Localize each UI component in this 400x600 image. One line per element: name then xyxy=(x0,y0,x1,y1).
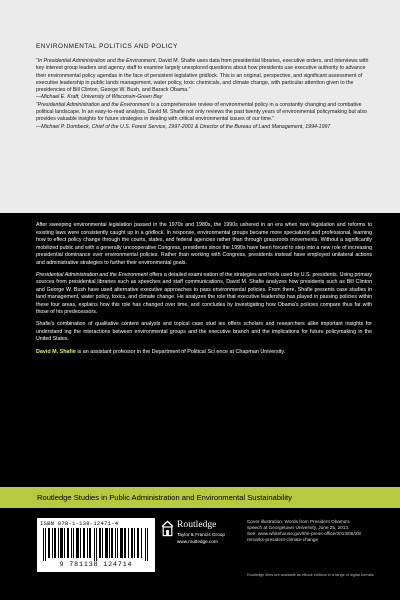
description-paragraph: After sweeping environmental legislation passed in the 1970s and 1980s, the 1990s ushered in an era when new legislation and reforms to existing laws were consistently caught up in a gridlock. In response, environmental groups became more specialized and professional, learning how to effect policy change through the courts, states, and federal agencies rather than through grassroots movements. Without a significantly mobilized public and with a generally uncooperative Congress, presidents since the 1990s have been forced to step into a new role of increasing presidential dominance over environmental policies. Rather than working with Congress, presidents instead have employed unilateral actions and administrative strategies to further their environmental goals. xyxy=(36,222,372,266)
description-paragraph: Shafie's combination of qualitative content analysis and topical case stud ies offers scholars and researchers alike important insights for understand ing the interactions between environmental groups and the executive branch and the implications for future policymaking in the United States. xyxy=(36,321,372,343)
endorsement-quote: “Presidential Administration and the Environment is a comprehensive review of environmental policy in a constantly changing and combative political landscape. In an easy-to-read analysis, David M. Shafie not only reviews the past twenty years of environmental policymaking but also provides valuable insights for future strategies in dealing with critical environmental issues of our time.” xyxy=(36,101,367,123)
endorsement-attribution: —Michael E. Kraft, University of Wisconsin-Green Bay xyxy=(36,94,163,101)
ebook-availability-note: Routledge titles are available as eBook editions in a range of digital formats xyxy=(247,573,374,577)
cover-illustration-credit: Cover illustration: Words from President Obama's speech at Georgetown University, June 25, 2013. See: www.whitehouse.gov/the-press-office/2013/06/25/ remarks-president-climate-change xyxy=(247,519,362,543)
subject-category-label: ENVIRONMENTAL POLITICS AND POLICY xyxy=(36,43,178,50)
endorsement-panel xyxy=(0,0,400,213)
series-title: Routledge Studies in Public Administration and Environmental Sustainability xyxy=(37,492,292,502)
description-paragraph: Presidential Administration and the Environment offers a detailed exami nation of the strategies and tools used by U.S. presidents. Using primary sources from presidential libraries such as speeches and staff communications, David M. Shafie analyzes how presidents such as Bill Clinton and George W. Bush have used alternative executive approaches to pass environmental policies. From there, Shafie presents case studies in land management, water policy, toxics, and climate change. He analyzes the role that executive leadership has played in passing policies within these four areas, explains how this role has changed over time, and concludes by investigating how Obama's policies compare thus far with those of his predecessors. xyxy=(36,271,372,316)
barcode-digits: 9 781138 124714 xyxy=(59,561,133,568)
book-title: Presidential Administration and the Environment xyxy=(36,271,148,278)
endorsement-quotes xyxy=(36,58,372,131)
isbn-barcode xyxy=(37,518,155,572)
routledge-house-logo-icon xyxy=(161,520,174,537)
barcode-icon xyxy=(43,528,149,561)
author-bio: David M. Shafie is an assistant professor in the Department of Political Sci ence at Chapman University. xyxy=(36,348,286,355)
series-band xyxy=(0,487,400,508)
publisher-name: Routledge xyxy=(177,519,217,530)
publisher-group: Taylor & Francis Group xyxy=(177,532,225,537)
book-description xyxy=(36,222,372,356)
isbn-label: ISBN 978-1-138-12471-4 xyxy=(40,520,119,527)
book-title: Presidential Administration and the Environment xyxy=(37,101,150,108)
endorsement-quote: “In Presidential Administration and the Environment, David M. Shafie uses data from presidential libraries, executive orders, and interviews with key interest group leaders and agency staff to examine largely unexplored questions about how presidents use executive authority to advance their environmental policy agendas in the face of persistent legislative gridlock. This is an original, perspective, and significant assessment of executive leadership in public lands management, water policy, toxic chemicals, and climate change, with particular attention given to the presidencies of Bill Clinton, George W. Bush, and Barack Obama.” xyxy=(36,58,369,94)
author-name: David M. Shafie xyxy=(36,348,76,355)
book-title: In Presidential Administration and the Environment xyxy=(37,58,156,64)
endorsement-attribution: —Michael P. Dombeck, Chief of the U.S. Forest Service, 1997-2001 & Director of the Bureau of Land Management, 1994-1997 xyxy=(36,123,331,130)
publisher-url[interactable]: www.routledge.com xyxy=(177,539,218,544)
